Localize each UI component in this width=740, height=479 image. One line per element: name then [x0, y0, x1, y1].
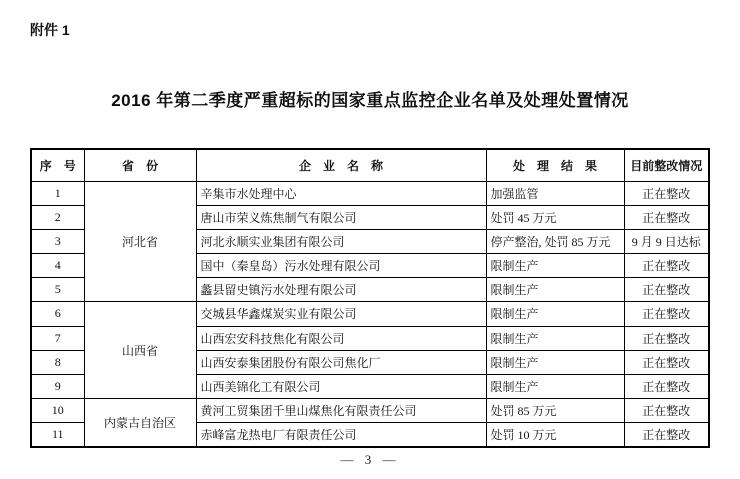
province-cell: 河北省 [84, 181, 196, 302]
result-cell: 处罚 10 万元 [486, 423, 624, 447]
company-cell: 山西美锦化工有限公司 [196, 374, 486, 398]
status-cell: 正在整改 [624, 423, 709, 447]
column-header-result: 处 理 结 果 [486, 149, 624, 181]
status-cell: 正在整改 [624, 205, 709, 229]
table-row [31, 399, 709, 423]
document-title: 2016 年第二季度严重超标的国家重点监控企业名单及处理处置情况 [111, 91, 629, 110]
status-cell: 9 月 9 日达标 [624, 229, 709, 253]
status-cell: 正在整改 [624, 374, 709, 398]
row-number-cell: 1 [31, 181, 84, 205]
status-cell: 正在整改 [624, 302, 709, 326]
row-number-cell: 3 [31, 229, 84, 253]
status-cell: 正在整改 [624, 254, 709, 278]
row-number-cell: 2 [31, 205, 84, 229]
table-row [31, 302, 709, 326]
result-cell: 限制生产 [486, 326, 624, 350]
row-number-cell: 10 [31, 399, 84, 423]
result-cell: 处罚 85 万元 [486, 399, 624, 423]
result-cell: 限制生产 [486, 302, 624, 326]
company-cell: 唐山市荣义炼焦制气有限公司 [196, 205, 486, 229]
province-cell: 内蒙古自治区 [84, 399, 196, 447]
row-number-cell: 6 [31, 302, 84, 326]
table-header-row [31, 149, 709, 181]
company-cell: 交城县华鑫煤炭实业有限公司 [196, 302, 486, 326]
company-cell: 山西宏安科技焦化有限公司 [196, 326, 486, 350]
company-cell: 山西安泰集团股份有限公司焦化厂 [196, 350, 486, 374]
result-cell: 加强监管 [486, 181, 624, 205]
company-cell: 辛集市水处理中心 [196, 181, 486, 205]
company-cell: 河北永顺实业集团有限公司 [196, 229, 486, 253]
result-cell: 限制生产 [486, 254, 624, 278]
result-cell: 停产整治, 处罚 85 万元 [486, 229, 624, 253]
result-cell: 限制生产 [486, 278, 624, 302]
result-cell: 限制生产 [486, 374, 624, 398]
page-number: — 3 — [340, 452, 400, 467]
row-number-cell: 4 [31, 254, 84, 278]
company-cell: 黄河工贸集团千里山煤焦化有限责任公司 [196, 399, 486, 423]
column-header-rectification: 目前整改情况 [624, 149, 709, 181]
row-number-cell: 5 [31, 278, 84, 302]
row-number-cell: 11 [31, 423, 84, 447]
attachment-label: 附件 1 [30, 22, 70, 38]
table-body [31, 181, 709, 447]
result-cell: 处罚 45 万元 [486, 205, 624, 229]
province-cell: 山西省 [84, 302, 196, 399]
column-header-province: 省 份 [84, 149, 196, 181]
row-number-cell: 9 [31, 374, 84, 398]
row-number-cell: 8 [31, 350, 84, 374]
status-cell: 正在整改 [624, 181, 709, 205]
table-row [31, 181, 709, 205]
column-header-number: 序 号 [31, 149, 84, 181]
status-cell: 正在整改 [624, 278, 709, 302]
status-cell: 正在整改 [624, 399, 709, 423]
column-header-company: 企 业 名 称 [196, 149, 486, 181]
result-cell: 限制生产 [486, 350, 624, 374]
row-number-cell: 7 [31, 326, 84, 350]
company-cell: 国中（秦皇岛）污水处理有限公司 [196, 254, 486, 278]
status-cell: 正在整改 [624, 350, 709, 374]
status-cell: 正在整改 [624, 326, 709, 350]
company-cell: 蠡县留史镇污水处理有限公司 [196, 278, 486, 302]
enterprise-table [30, 148, 710, 448]
company-cell: 赤峰富龙热电厂有限责任公司 [196, 423, 486, 447]
